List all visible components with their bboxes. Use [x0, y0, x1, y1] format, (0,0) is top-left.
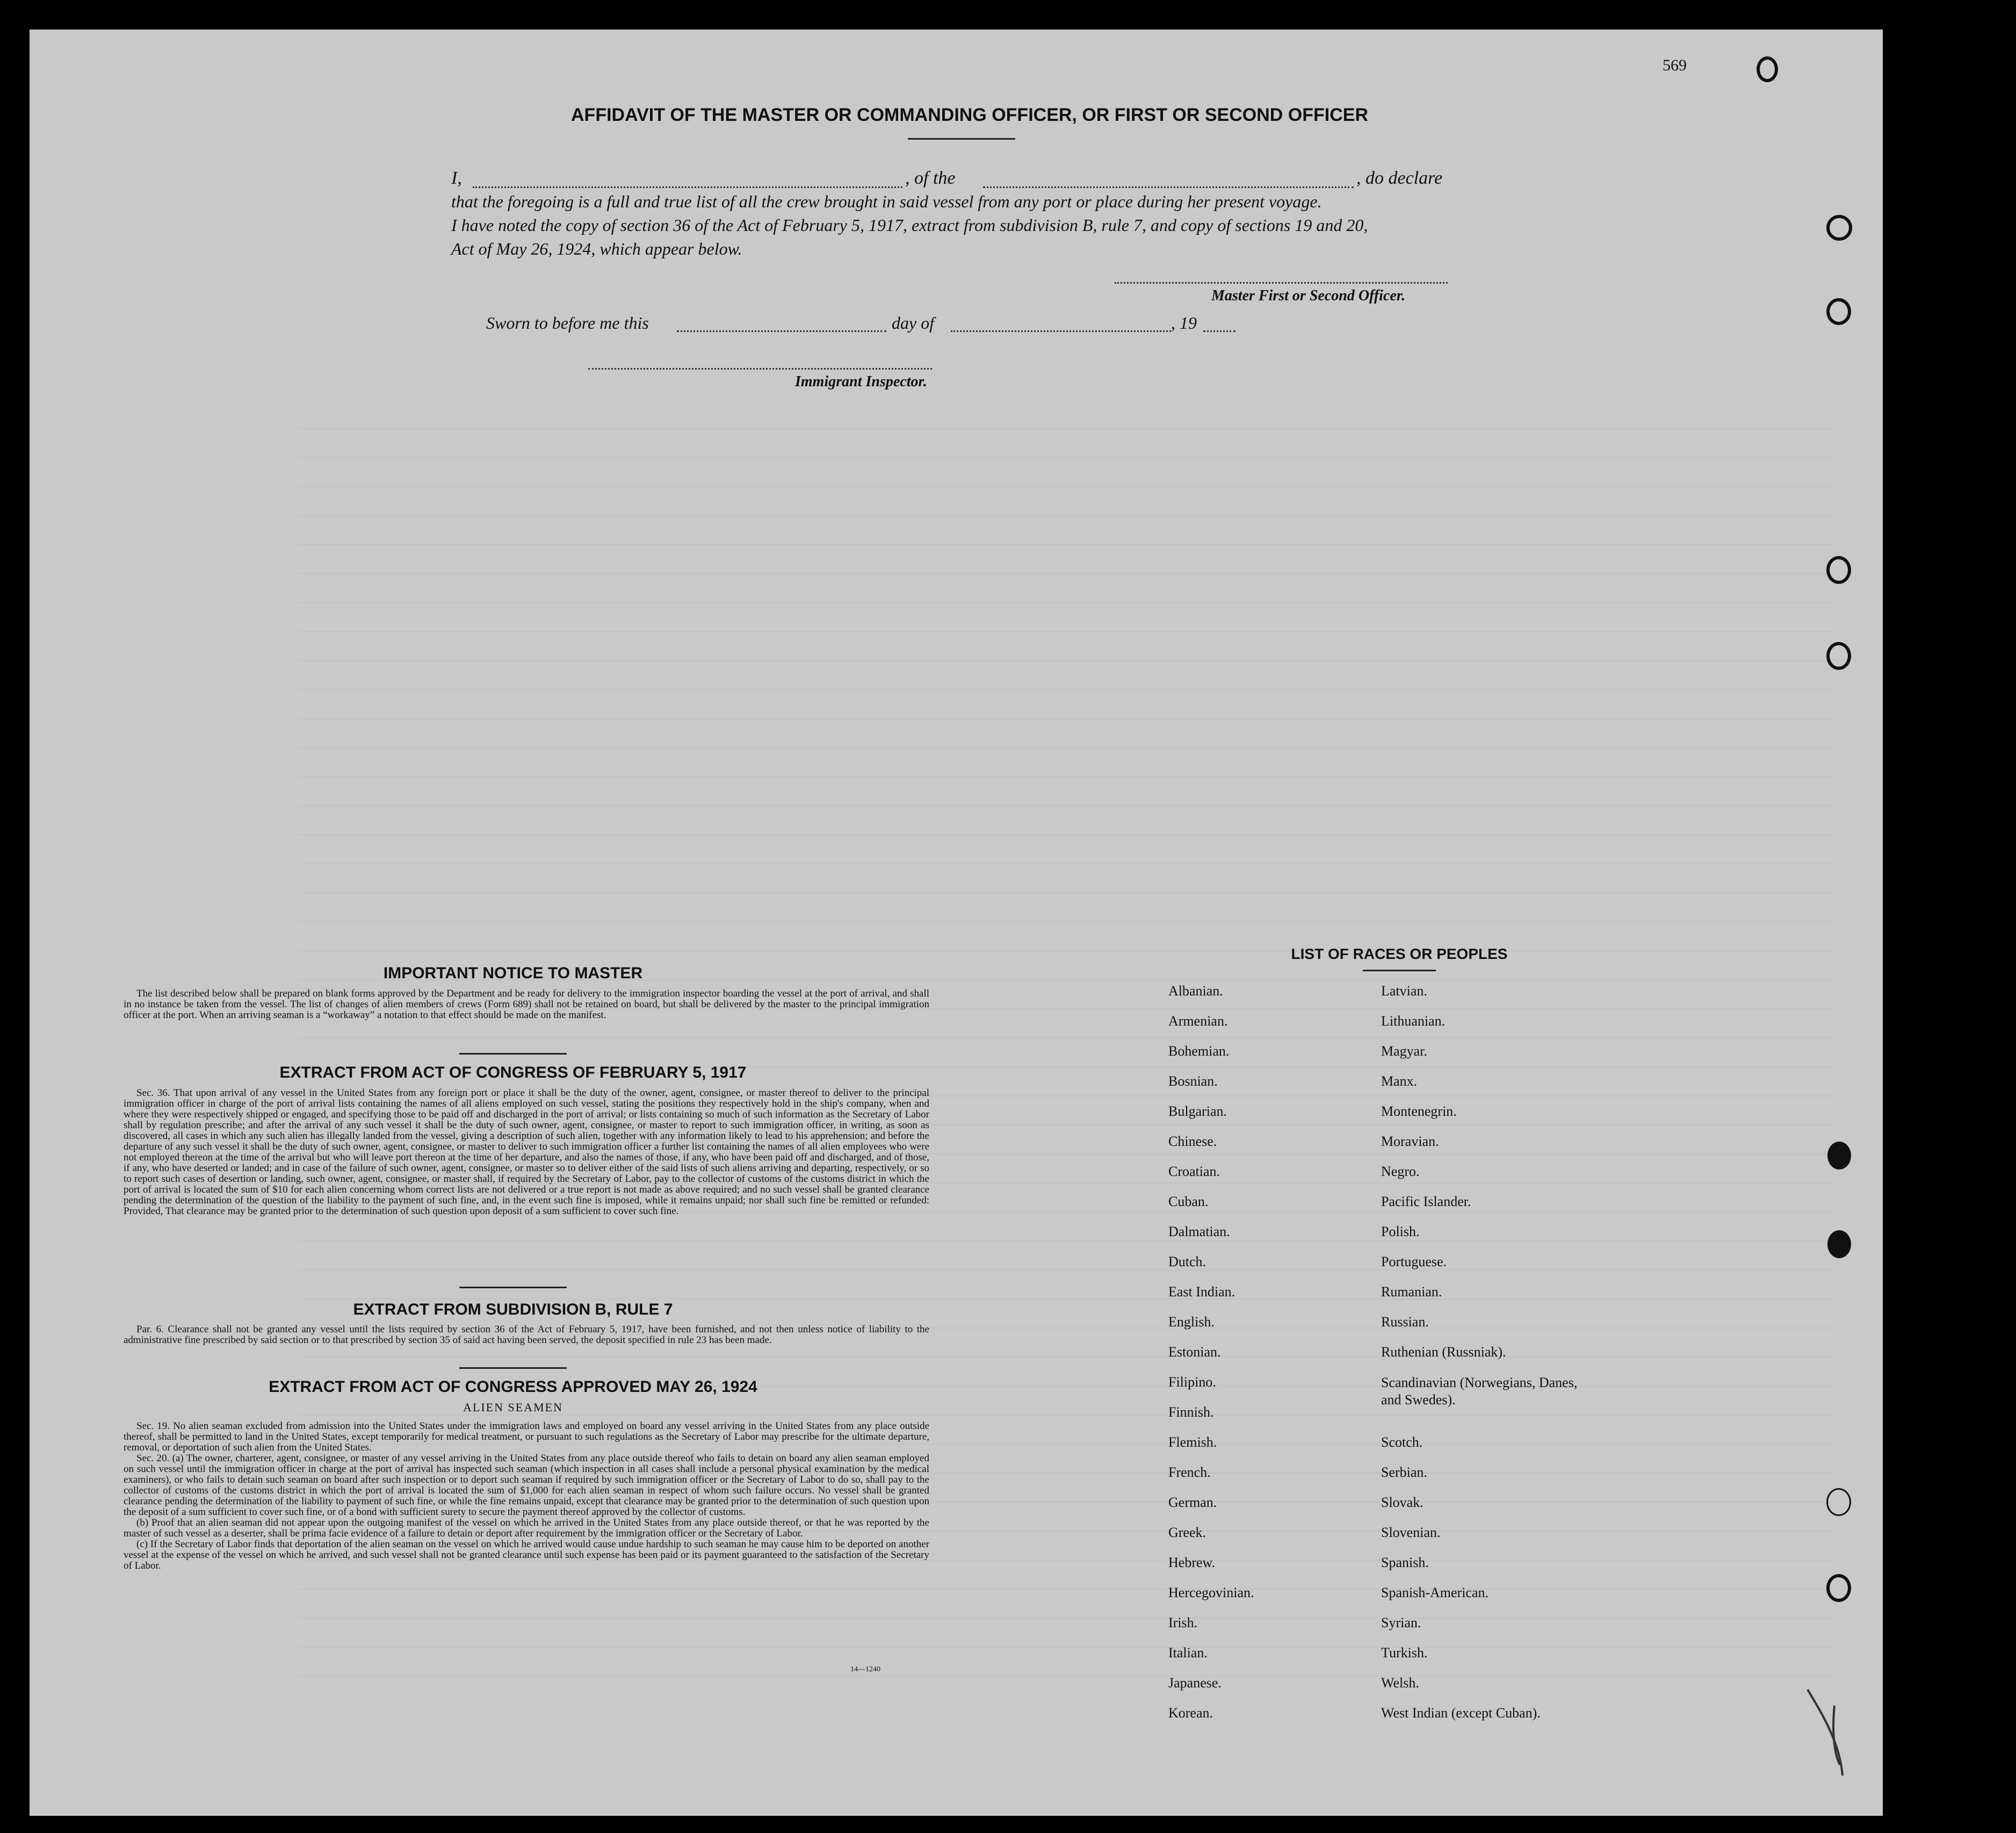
sworn-line: [486, 313, 1238, 335]
rule-7-paragraph: Par. 6. Clearance shall not be granted any vessel until the lists required by section 36 of the Act of February 5, 1917, have been furnished, and not then unless notice of liability to the administrative fine prescribed by said section or to that prescribed by section 35 of said act having been served, the deposit specified in rule 23 has been made.: [124, 1324, 929, 1346]
race-item: English.: [1168, 1314, 1215, 1330]
page-number: 569: [1663, 56, 1687, 74]
race-item: Dutch.: [1168, 1254, 1206, 1269]
sworn-year-label: , 19: [1171, 313, 1197, 333]
race-item: Syrian.: [1381, 1615, 1421, 1630]
race-item: Pacific Islander.: [1381, 1194, 1471, 1209]
race-item: Slovak.: [1381, 1495, 1424, 1510]
binder-hole: [1826, 642, 1851, 670]
race-item: Flemish.: [1168, 1434, 1217, 1450]
race-item: Italian.: [1168, 1645, 1208, 1661]
race-item: Magyar.: [1381, 1043, 1427, 1059]
race-item: Rumanian.: [1381, 1284, 1442, 1300]
notice-rule: [459, 1053, 567, 1055]
race-item: Negro.: [1381, 1164, 1420, 1179]
race-item: Polish.: [1381, 1224, 1420, 1239]
extract-1924-text: [124, 1421, 929, 1571]
section-19-paragraph: Sec. 19. No alien seaman excluded from admission into the United States under the immigration laws and employed on board any vessel arriving in the United States from any place outside thereof, shall be permitted to land in the United States, except temporarily for medical treatment, or pursuant to such regulations as the Secretary of Labor may prescribe for the ultimate departure, removal, or deportation of such alien from the United States.: [124, 1420, 929, 1453]
form-number: 14—1240: [850, 1665, 880, 1673]
extract-1917-rule: [459, 1287, 567, 1288]
name-blank-line[interactable]: [473, 186, 902, 188]
sworn-year-blank[interactable]: [1203, 330, 1235, 332]
document-page: [30, 30, 1883, 1816]
affidavit-line2: that the foregoing is a full and true list of all the crew brought in said vessel from any port or place during her present voyage.: [451, 192, 1322, 211]
binder-hole: [1826, 556, 1851, 584]
race-item: Chinese.: [1168, 1134, 1217, 1149]
race-item: Manx.: [1381, 1073, 1418, 1089]
binder-hole: [1757, 56, 1778, 82]
binder-hole: [1827, 1142, 1851, 1170]
race-item: Albanian.: [1168, 983, 1223, 999]
race-item: Bulgarian.: [1168, 1103, 1227, 1119]
sworn-month-blank[interactable]: [951, 330, 1171, 332]
handwritten-check-mark: [1802, 1684, 1851, 1781]
race-item: German.: [1168, 1495, 1217, 1510]
race-item: Dalmatian.: [1168, 1224, 1230, 1239]
race-item: Spanish-American.: [1381, 1585, 1489, 1600]
race-item: Scotch.: [1381, 1434, 1423, 1450]
alien-seamen-subtitle: ALIEN SEAMEN: [463, 1401, 563, 1414]
race-item: Bosnian.: [1168, 1073, 1218, 1089]
rule-7-rule: [459, 1367, 567, 1369]
affidavit-of-the-label: , of the: [905, 168, 956, 188]
race-item: Slovenian.: [1381, 1525, 1441, 1540]
inspector-signature-line[interactable]: [588, 368, 932, 370]
master-signature-label: Master First or Second Officer.: [1211, 287, 1406, 304]
races-title: LIST OF RACES OR PEOPLES: [1291, 946, 1508, 962]
race-item: Japanese.: [1168, 1675, 1222, 1691]
extract-1917-text: [124, 1088, 929, 1217]
affidavit-i-label: I,: [451, 168, 462, 188]
race-item: Finnish.: [1168, 1404, 1214, 1420]
affidavit-title: AFFIDAVIT OF THE MASTER OR COMMANDING OFFICER, OR FIRST OR SECOND OFFICER: [571, 105, 1368, 125]
notice-text: [124, 988, 929, 1021]
binder-hole: [1826, 1488, 1851, 1516]
affidavit-do-declare-label: , do declare: [1356, 168, 1443, 188]
race-item: Filipino.: [1168, 1374, 1216, 1390]
sworn-prefix: Sworn to before me this: [486, 313, 649, 333]
race-item: Portuguese.: [1381, 1254, 1447, 1269]
inspector-label: Immigrant Inspector.: [795, 373, 927, 390]
race-item: Croatian.: [1168, 1164, 1220, 1179]
race-item: Hebrew.: [1168, 1555, 1216, 1570]
race-item: Korean.: [1168, 1705, 1213, 1721]
binder-hole: [1826, 298, 1851, 325]
binder-hole: [1826, 215, 1852, 241]
sworn-day-of-label: day of: [892, 313, 935, 333]
notice-title: IMPORTANT NOTICE TO MASTER: [383, 964, 643, 982]
race-item: Estonian.: [1168, 1344, 1221, 1360]
race-item: Serbian.: [1381, 1464, 1427, 1480]
section-36-paragraph: Sec. 36. That upon arrival of any vessel in the United States from any foreign port or place it shall be the duty of the owner, agent, consignee, or master thereof to deliver to the principal immigration officer in charge of the port of arrival lists containing the names of all aliens employed on such vessel, stating the positions they respectively hold in the ship's company, when and where they were respectively shipped or engaged, and specifying those to be paid off and discharged in the port of arrival; or lists containing so much of such information as the Secretary of Labor shall by regulation prescribe; and after the arrival of any such vessel it shall be the duty of such owner, agent, consignee, or master to report to such immigration officer, in writing, as soon as discovered, all cases in which any such alien has illegally landed from the vessel, giving a description of such alien, together with any information likely to lead to his apprehension; and before the departure of any such vessel it shall be the duty of such owner, agent, consignee, or master to deliver to such immigration officer a further list containing the names of all alien employees who were not employed thereon at the time of the arrival but who will leave port thereon at the time of her departure, and also the names of those, if any, who have been paid off and discharged, and of those, if any, who have deserted or landed; and in case of the failure of such owner, agent, consignee, or master so to deliver either of the said lists of such aliens arriving and departing, respectively, or so to report such cases of desertion or landing, such owner, agent, consignee, or master shall, if required by the Secretary of Labor, pay to the collector of customs of the customs district in which the port of arrival is located the sum of $10 for each alien concerning whom correct lists are not delivered or a true report is not made as above required; and no such vessel shall be granted clearance pending the determination of the question of the liability to the payment of such fine, and, in the event such fine is imposed, while it remains unpaid; nor shall such fine be remitted or refunded: Provided, That clearance may be granted prior to the determination of such question upon deposit of a sum sufficient to cover such fine.: [124, 1087, 929, 1217]
binder-hole: [1826, 1574, 1851, 1602]
rule-7-text: [124, 1324, 929, 1346]
race-item: East Indian.: [1168, 1284, 1235, 1300]
section-20b-paragraph: (b) Proof that an alien seaman did not appear upon the outgoing manifest of the vessel on which he arrived in the United States from any place outside thereof, or that he was reported by the master of such vessel as a deserter, shall be prima facie evidence of a failure to detain or deport after requirement by the immigration officer or the Secretary of Labor.: [124, 1517, 929, 1539]
extract-1917-title: EXTRACT FROM ACT OF CONGRESS OF FEBRUARY 5, 1917: [279, 1064, 747, 1081]
race-item: French.: [1168, 1464, 1211, 1480]
race-item: Bohemian.: [1168, 1043, 1230, 1059]
race-item: Ruthenian (Russniak).: [1381, 1344, 1506, 1360]
page-edge-strip: [1883, 30, 1915, 1816]
sworn-day-blank[interactable]: [677, 330, 886, 332]
race-item: Latvian.: [1381, 983, 1427, 999]
affidavit-line3: I have noted the copy of section 36 of the Act of February 5, 1917, extract from subdivision B, rule 7, and copy of sections 19 and 20,: [451, 215, 1368, 235]
race-item: Armenian.: [1168, 1013, 1228, 1029]
race-item: Lithuanian.: [1381, 1013, 1446, 1029]
notice-paragraph: The list described below shall be prepared on blank forms approved by the Department and be ready for delivery to the immigration inspector boarding the vessel at the port of arrival, and shall in no instance be taken from the vessel. The list of changes of alien members of crews (Form 689) shall not be retained on board, but shall be delivered by the master to the principal immigration officer at the port. When an arriving seaman is a “workaway” a notation to that effect should be made on the manifest.: [124, 988, 929, 1021]
rule-7-title: EXTRACT FROM SUBDIVISION B, RULE 7: [353, 1301, 673, 1318]
affidavit-line4: Act of May 26, 1924, which appear below.: [451, 239, 742, 258]
master-signature-line[interactable]: [1115, 282, 1448, 284]
race-item: Welsh.: [1381, 1675, 1419, 1691]
section-20a-paragraph: Sec. 20. (a) The owner, charterer, agent, consignee, or master of any vessel arriving in the United States from any place outside thereof who fails to detain on board any alien seaman employed on such vessel until the immigration officer in charge at the port of arrival has inspected such seaman (which inspection in all cases shall include a personal physical examination by the medical examiners), or who fails to detain such seaman on board after such inspection or to deport such seaman if required by such immigration officer or the Secretary of Labor to do so, shall pay to the collector of customs of the customs district in which the port of arrival is located the sum of $1,000 for each alien seaman in respect of whom such failure occurs. No vessel shall be granted clearance pending the determination of the liability to payment of such fine, or while the fine remains unpaid, except that clearance may be granted prior to the determination of such question upon the deposit of a sum sufficient to cover such fine, or of a bond with sufficient surety to secure the payment thereof approved by the collector of customs.: [124, 1453, 929, 1518]
race-item: Irish.: [1168, 1615, 1198, 1630]
race-item: West Indian (except Cuban).: [1381, 1705, 1541, 1721]
race-item: Hercegovinian.: [1168, 1585, 1254, 1600]
extract-1924-title: EXTRACT FROM ACT OF CONGRESS APPROVED MAY 26, 1924: [269, 1378, 757, 1396]
race-item: Cuban.: [1168, 1194, 1209, 1209]
affidavit-title-rule: [908, 138, 1015, 140]
races-title-rule: [1363, 970, 1436, 971]
race-item: Moravian.: [1381, 1134, 1439, 1149]
affidavit-line1: [451, 168, 1526, 190]
section-20c-paragraph: (c) If the Secretary of Labor finds that deportation of the alien seaman on the vessel on which he arrived would cause undue hardship to such seaman he may cause him to be deported on another vessel at the expense of the vessel on which he arrived, and such vessel shall not be granted clearance until such expense has been paid or its payment guaranteed to the satisfaction of the Secretary of Labor.: [124, 1539, 929, 1571]
race-item: Spanish.: [1381, 1555, 1429, 1570]
binder-hole: [1827, 1230, 1851, 1258]
race-item: Russian.: [1381, 1314, 1429, 1330]
race-item: Turkish.: [1381, 1645, 1428, 1661]
vessel-blank-line[interactable]: [983, 186, 1354, 188]
race-item: Scandinavian (Norwegians, Danes, and Swedes).: [1381, 1375, 1578, 1408]
race-item: Montenegrin.: [1381, 1103, 1457, 1119]
race-item: Greek.: [1168, 1525, 1206, 1540]
